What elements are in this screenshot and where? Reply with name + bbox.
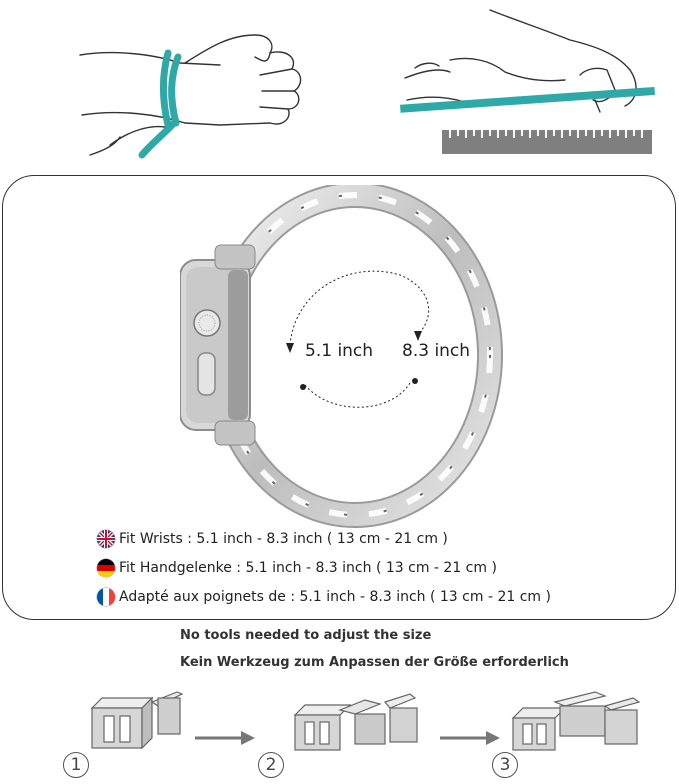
clasp-step-3-illustration	[505, 688, 645, 760]
clasp-icon	[513, 692, 639, 750]
arrow-down-icon	[286, 343, 294, 353]
fit-line-english: Fit Wrists : 5.1 inch - 8.3 inch ( 13 cm - 21 cm )	[97, 530, 448, 548]
france-flag-icon	[97, 588, 115, 606]
note-english: No tools needed to adjust the size	[180, 628, 432, 643]
ruler-measure-illustration	[395, 0, 665, 160]
min-size-label: 5.1 inch	[305, 341, 374, 361]
step-1-number: 1	[63, 752, 89, 778]
uk-flag-icon	[97, 530, 115, 548]
clasp-step-1-illustration	[82, 688, 192, 758]
wrist-measure-illustration	[70, 5, 310, 165]
fit-line-french: Adapté aux poignets de : 5.1 inch - 8.3 inch ( 13 cm - 21 cm )	[97, 588, 551, 606]
max-size-label: 8.3 inch	[402, 341, 471, 361]
arrow-right-icon	[440, 730, 500, 746]
clasp-icon	[295, 694, 417, 750]
germany-flag-icon	[97, 559, 115, 577]
step-2-number: 2	[258, 752, 284, 778]
ruler-icon	[442, 130, 652, 154]
clasp-icon	[92, 692, 182, 748]
fit-line-german: Fit Handgelenke : 5.1 inch - 8.3 inch ( 13 cm - 21 cm )	[97, 559, 497, 577]
arrow-down-icon	[414, 331, 422, 341]
clasp-step-2-illustration	[285, 690, 425, 760]
note-german: Kein Werkzeug zum Anpassen der Größe erforderlich	[180, 655, 569, 670]
arrow-right-icon	[195, 730, 255, 746]
step-3-number: 3	[492, 752, 518, 778]
watch-icon	[180, 245, 255, 445]
